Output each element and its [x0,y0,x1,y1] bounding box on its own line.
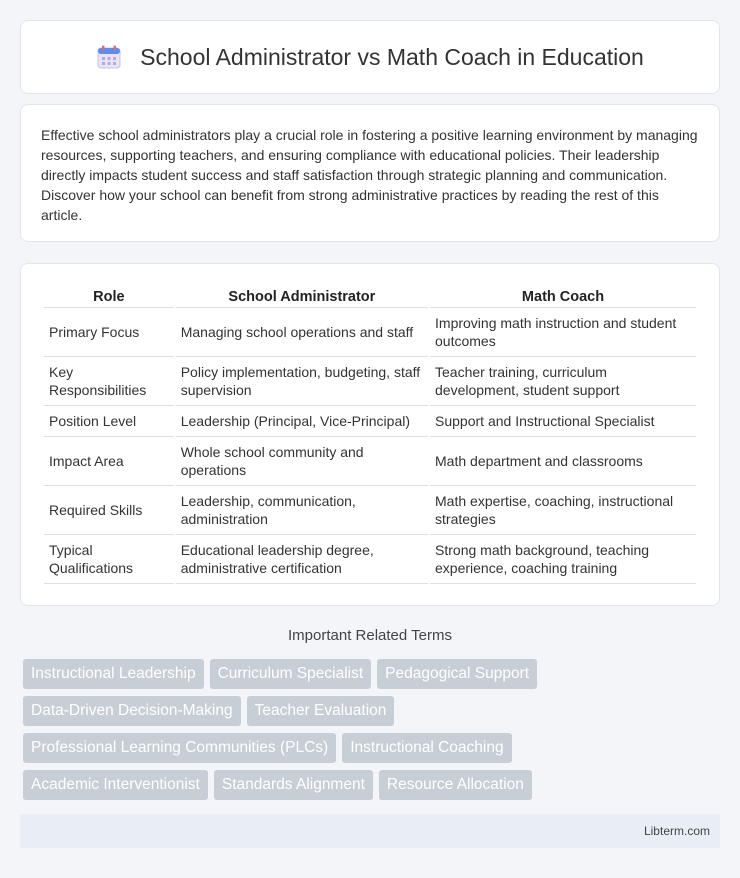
table-cell: Primary Focus [44,308,174,357]
table-cell: Whole school community and operations [176,437,428,486]
tag-row [23,696,723,726]
table-cell: Leadership, communication, administration [176,486,428,535]
tag-row [23,733,723,763]
related-term-tag[interactable]: Resource Allocation [379,770,532,800]
table-row [44,437,696,486]
related-term-tag[interactable]: Teacher Evaluation [247,696,395,726]
header-card [20,20,720,94]
related-term-tag[interactable]: Professional Learning Communities (PLCs) [23,733,336,763]
calendar-icon [96,44,122,70]
comparison-table [42,284,698,584]
table-cell: Impact Area [44,437,174,486]
column-header: Role [44,284,174,308]
table-cell: Math department and classrooms [430,437,696,486]
table-cell: Key Responsibilities [44,357,174,406]
column-header: School Administrator [176,284,428,308]
table-cell: Required Skills [44,486,174,535]
related-term-tag[interactable]: Pedagogical Support [377,659,537,689]
table-header-row [44,284,696,308]
table-cell: Improving math instruction and student outcomes [430,308,696,357]
tag-row [23,770,723,800]
page-title: School Administrator vs Math Coach in Education [140,43,644,70]
tag-row [23,659,723,689]
footer-brand-link[interactable]: Libterm.com [643,824,710,838]
table-cell: Strong math background, teaching experience, coaching training [430,535,696,584]
related-term-tag[interactable]: Data-Driven Decision-Making [23,696,241,726]
intro-text: Effective school administrators play a crucial role in fostering a positive learning environment by managing resources, supporting teachers, and ensuring compliance with educational policies. Their leadership directly impacts student success and staff satisfaction through strategic planning and communication. Discover how your school can benefit from strong administrative practices by reading the rest of this article. [41,127,698,223]
related-terms-title: Important Related Terms [288,627,452,644]
table-cell: Teacher training, curriculum development, student support [430,357,696,406]
related-term-tag[interactable]: Instructional Leadership [23,659,204,689]
table-cell: Support and Instructional Specialist [430,406,696,437]
related-term-tag[interactable]: Curriculum Specialist [210,659,372,689]
related-term-tag[interactable]: Academic Interventionist [23,770,208,800]
related-term-tag[interactable]: Standards Alignment [214,770,373,800]
table-row [44,308,696,357]
table-row [44,535,696,584]
table-cell: Policy implementation, budgeting, staff supervision [176,357,428,406]
footer [20,814,720,848]
table-row [44,486,696,535]
table-cell: Position Level [44,406,174,437]
comparison-card [20,263,720,606]
table-row [44,357,696,406]
intro-card [20,104,720,242]
related-terms-list [23,659,723,807]
table-cell: Managing school operations and staff [176,308,428,357]
table-cell: Leadership (Principal, Vice-Principal) [176,406,428,437]
table-cell: Math expertise, coaching, instructional strategies [430,486,696,535]
related-term-tag[interactable]: Instructional Coaching [342,733,511,763]
table-cell: Typical Qualifications [44,535,174,584]
table-cell: Educational leadership degree, administrative certification [176,535,428,584]
column-header: Math Coach [430,284,696,308]
table-row [44,406,696,437]
